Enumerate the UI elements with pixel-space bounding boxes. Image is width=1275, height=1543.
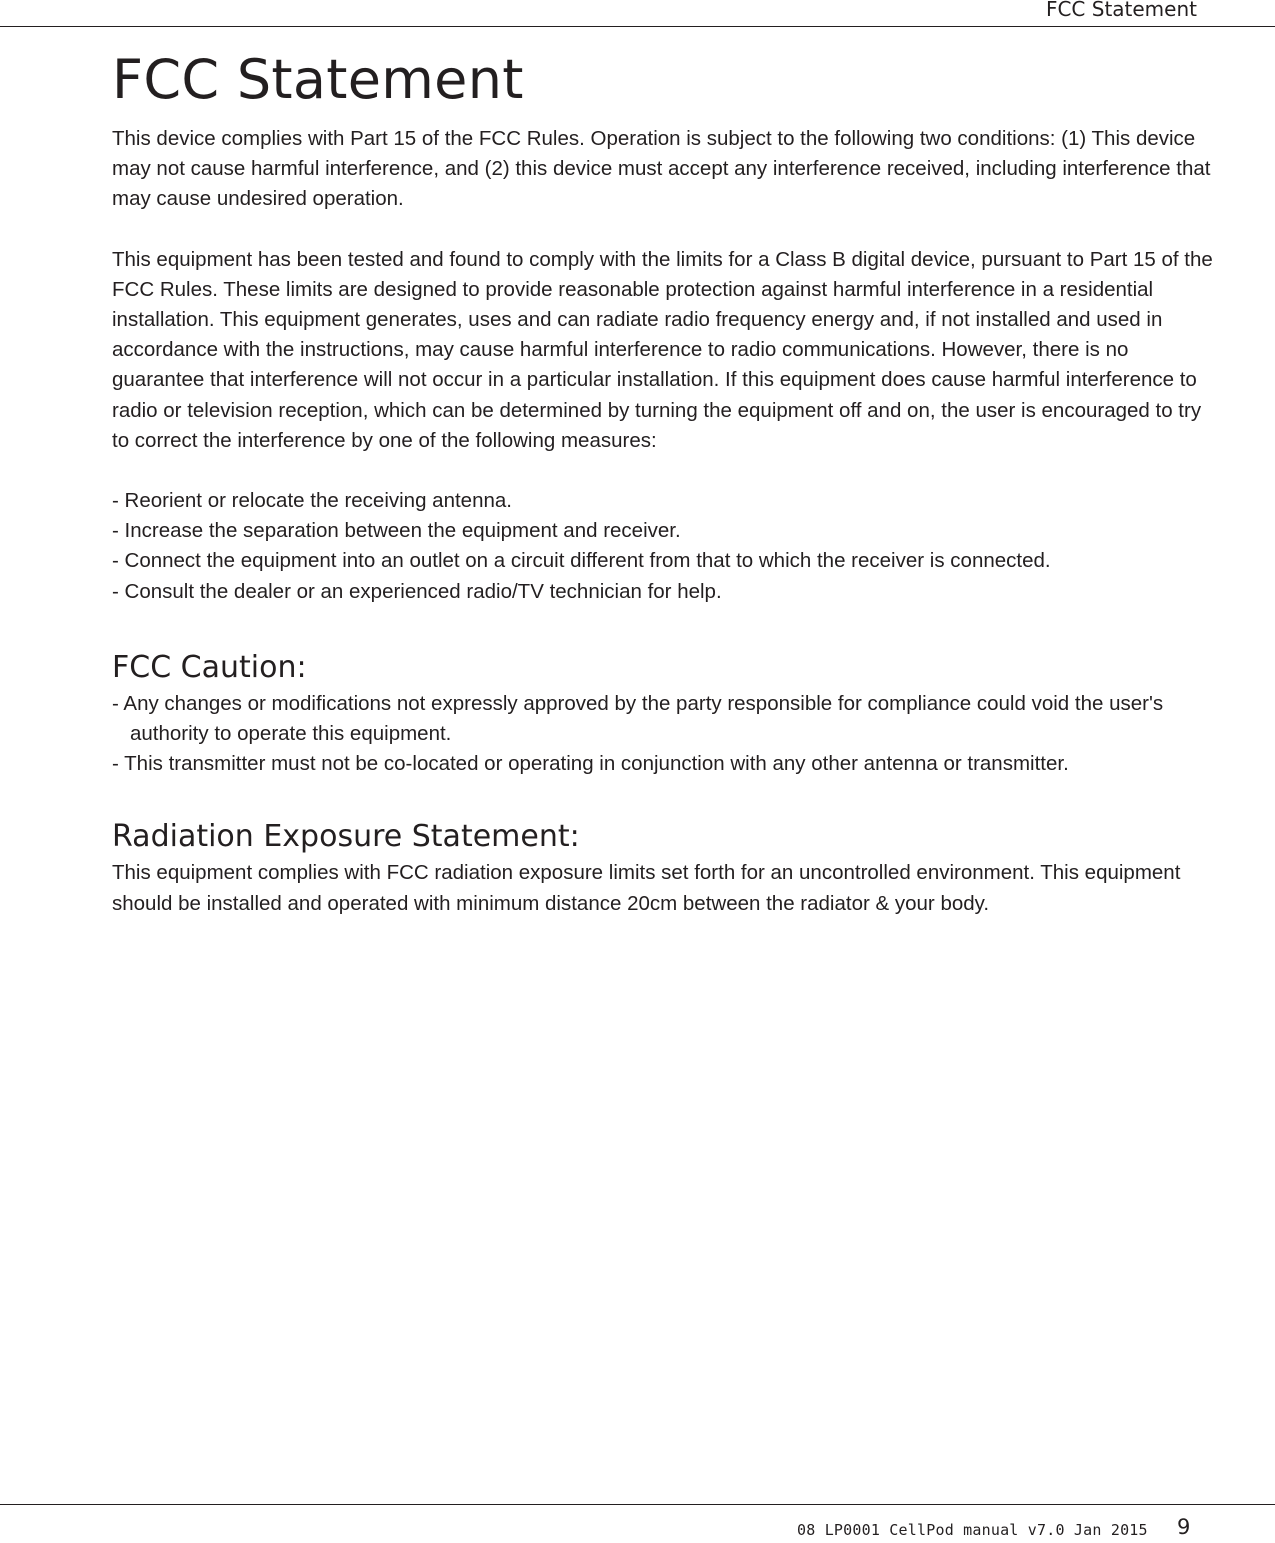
list-item: - Reorient or relocate the receiving antenna.: [112, 489, 512, 513]
caution-list: [112, 689, 1217, 780]
page-title: FCC Statement: [112, 48, 524, 111]
list-item: - This transmitter must not be co-located or operating in conjunction with any other antenna or transmitter.: [112, 752, 1069, 776]
footer-document-id: 08 LP0001 CellPod manual v7.0 Jan 2015: [797, 1521, 1148, 1539]
radiation-heading: Radiation Exposure Statement:: [112, 819, 580, 855]
paragraph-spacer: [112, 215, 1217, 245]
class-b-paragraph: This equipment has been tested and found to comply with the limits for a Class B digital device, pursuant to Part 15 of the FCC Rules. These limits are designed to provide reasonable protection against harmful interference in a residential installation. This equipment generates, uses and can radiate radio frequency energy and, if not installed and used in accordance with the instructions, may cause harmful interference to radio communications. However, there is no guarantee that interference will not occur in a particular installation. If this equipment does cause harmful interference to radio or television reception, which can be determined by turning the equipment off and on, the user is encouraged to try to correct the interference by one of the following measures:: [112, 247, 1213, 452]
list-item: - Connect the equipment into an outlet on a circuit different from that to which the receiver is connected.: [112, 549, 1051, 573]
header-rule: [0, 26, 1275, 27]
compliance-paragraph: This device complies with Part 15 of the FCC Rules. Operation is subject to the following two conditions: (1) This device may not cause harmful interference, and (2) this device must accept any interference received, including interference that may cause undesired operation.: [112, 127, 1211, 211]
radiation-paragraph: This equipment complies with FCC radiation exposure limits set forth for an uncontrolled environment. This equipment should be installed and operated with minimum distance 20cm between the radiator & your body.: [112, 861, 1181, 915]
footer-rule: [0, 1504, 1275, 1505]
list-item: - Any changes or modifications not expressly approved by the party responsible for compliance could void the user's authority to operate this equipment.: [112, 691, 1164, 746]
caution-heading: FCC Caution:: [112, 649, 307, 685]
paragraph-spacer: [112, 456, 1217, 486]
running-header: FCC Statement: [1045, 0, 1197, 21]
page-number: 9: [1177, 1515, 1191, 1539]
list-item: - Consult the dealer or an experienced radio/TV technician for help.: [112, 579, 722, 603]
measures-list: [112, 486, 1217, 607]
page-content: [112, 44, 1217, 919]
list-item: - Increase the separation between the equipment and receiver.: [112, 519, 681, 543]
